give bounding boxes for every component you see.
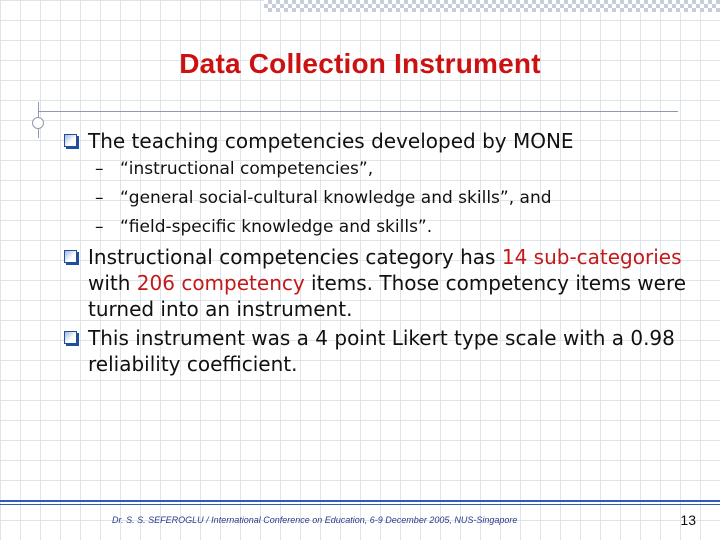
sub-bullet-1 (62, 157, 702, 181)
bullet-text: The teaching competencies developed by MONE (88, 129, 574, 153)
bullet-item-3 (62, 325, 702, 377)
sub-bullet-text: “field-specific knowledge and skills”. (120, 217, 433, 237)
bullet-item-1 (62, 128, 702, 154)
footer-rule (0, 500, 720, 502)
slide-body (62, 128, 702, 380)
dash-bullet-icon: – (95, 188, 104, 208)
emphasis-subcategories: 14 sub-categories (501, 245, 682, 269)
box-bullet-icon (64, 331, 77, 344)
sub-bullet-3 (62, 215, 702, 239)
slide-title: Data Collection Instrument (179, 48, 541, 79)
box-bullet-icon (64, 250, 77, 263)
title-divider (38, 111, 678, 112)
crosshair-circle (32, 117, 44, 129)
checker-pattern (264, 0, 720, 12)
footer-rule-thin (0, 504, 720, 505)
sub-bullet-text: “instructional competencies”, (120, 159, 374, 179)
bullet-item-2 (62, 244, 702, 322)
footer-citation: Dr. S. S. SEFEROGLU / International Conference on Education, 6-9 December 2005, NUS-Singapore (112, 515, 518, 525)
bullet-text-part: with (88, 271, 137, 295)
sub-bullet-text: “general social-cultural knowledge and skills”, and (120, 188, 552, 208)
box-bullet-icon (64, 134, 77, 147)
dash-bullet-icon: – (95, 159, 104, 179)
bullet-text: This instrument was a 4 point Likert type scale with a 0.98 reliability coefficient. (88, 326, 675, 376)
dash-bullet-icon: – (95, 217, 104, 237)
emphasis-competency-count: 206 competency (136, 271, 305, 295)
bullet-text-part: Instructional competencies category has (88, 245, 502, 269)
page-number: 13 (680, 512, 696, 528)
sub-bullet-2 (62, 186, 702, 210)
bullet-text-part: items. Those competency items were turned into an instrument. (88, 271, 687, 321)
